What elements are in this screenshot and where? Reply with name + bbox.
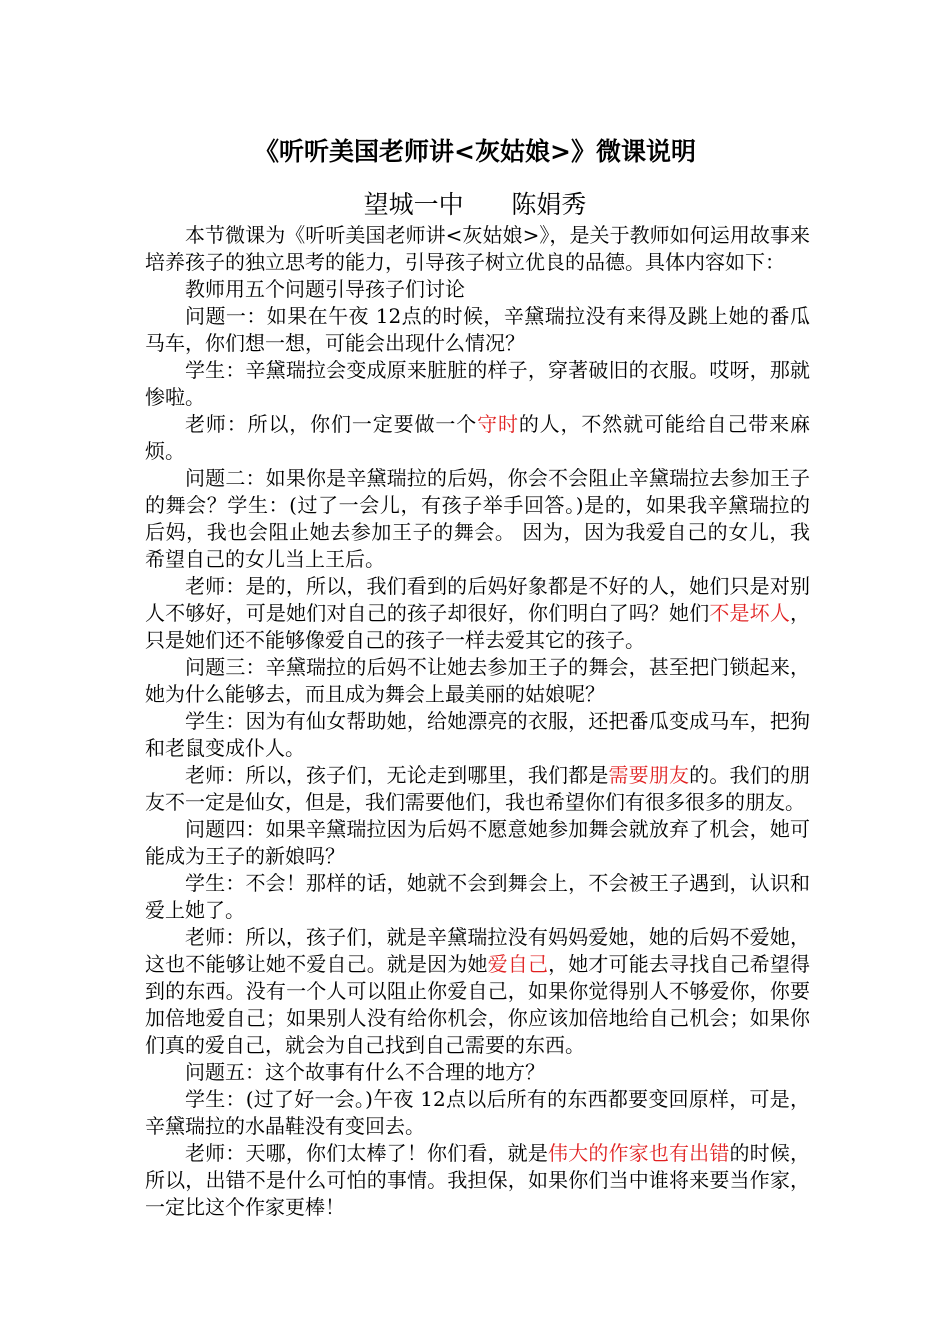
paragraph: [145, 762, 810, 816]
paragraph-text: 学生：不会！那样的话，她就不会到舞会上，不会被王子遇到，认识和爱上她了。: [145, 871, 810, 922]
author-line: 望城一中 陈娟秀: [363, 190, 587, 219]
paragraph: [145, 303, 810, 357]
document-body: [145, 222, 810, 1221]
paragraph-text: 本节微课为《听听美国老师讲<灰姑娘>》，是关于教师如何运用故事来培养孩子的独立思考的能力，引导孩子树立优良的品德。具体内容如下：: [145, 223, 810, 274]
paragraph-text: 教师用五个问题引导孩子们讨论: [185, 277, 465, 301]
emphasis-text: 守时: [477, 412, 519, 436]
paragraph: [145, 654, 810, 708]
emphasis-text: 爱自己: [487, 952, 549, 976]
paragraph-text: 老师：是的，所以，我们看到的后妈好象都是不好的人，她们只是对别人不够好，可是她们对自己的孩子却很好，你们明白了吗？她们: [145, 574, 810, 625]
paragraph-text: 老师：天哪，你们太棒了！你们看，就是: [185, 1141, 548, 1165]
paragraph-text: 老师：所以，你们一定要做一个: [185, 412, 478, 436]
paragraph: [145, 1140, 810, 1221]
emphasis-text: 不是坏人: [709, 601, 790, 625]
paragraph: [145, 870, 810, 924]
paragraph: [145, 357, 810, 411]
paragraph-text: ，只是她们还不能够像爱自己的孩子一样去爱其它的孩子。: [145, 601, 810, 652]
paragraph-text: 问题五：这个故事有什么不合理的地方？: [185, 1060, 545, 1084]
paragraph: [145, 708, 810, 762]
paragraph: [145, 1086, 810, 1140]
paragraph-text: 问题一：如果在午夜 12点的时候，辛黛瑞拉没有来得及跳上她的番瓜马车，你们想一想，可能会出现什么情况？: [145, 304, 810, 355]
paragraph: [145, 573, 810, 654]
emphasis-text: 需要朋友: [608, 763, 690, 787]
paragraph-text: 老师：所以，孩子们，就是辛黛瑞拉没有妈妈爱她，她的后妈不爱她，这也不能够让她不爱自己。就是因为她: [145, 925, 810, 976]
paragraph-text: 学生：辛黛瑞拉会变成原来脏脏的样子，穿著破旧的衣服。哎呀，那就惨啦。: [145, 358, 810, 409]
paragraph-text: 的。我们的朋友不一定是仙女，但是，我们需要他们，我也希望你们有很多很多的朋友。: [145, 763, 811, 814]
document-title: 《听听美国老师讲<灰姑娘>》微课说明: [254, 137, 696, 166]
paragraph: [145, 924, 810, 1059]
emphasis-text: 伟大的作家也有出错: [548, 1141, 730, 1165]
paragraph-text: ，她才可能去寻找自己希望得到的东西。没有一个人可以阻止你爱自己，如果你觉得别人不够爱你，你要加倍地爱自己；如果别人没有给你机会，你应该加倍地给自己机会；如果你们真的爱自己，就会为自己找到自己需要的东西。: [145, 952, 810, 1057]
paragraph: [145, 411, 810, 465]
paragraph-text: 学生：(过了好一会。)午夜 12点以后所有的东西都要变回原样，可是，辛黛瑞拉的水晶鞋没有变回去。: [145, 1087, 810, 1138]
paragraph-text: 的人，不然就可能给自己带来麻烦。: [145, 412, 811, 463]
paragraph-text: 的时候，所以，出错不是什么可怕的事情。我担保，如果你们当中谁将来要当作家，一定比这个作家更棒！: [145, 1141, 811, 1219]
paragraph: [145, 465, 810, 573]
paragraph: [145, 222, 810, 276]
paragraph: [145, 276, 810, 303]
paragraph-text: 老师：所以，孩子们，无论走到哪里，我们都是: [185, 763, 609, 787]
paragraph: [145, 1059, 810, 1086]
paragraph-text: 问题二：如果你是辛黛瑞拉的后妈，你会不会阻止辛黛瑞拉去参加王子的舞会？学生：(过了一会儿，有孩子举手回答。)是的，如果我辛黛瑞拉的后妈，我也会阻止她去参加王子的舞会。 因为，因为我爱自己的女儿，我希望自己的女儿当上王后。: [145, 466, 810, 571]
paragraph-text: 问题四：如果辛黛瑞拉因为后妈不愿意她参加舞会就放弃了机会，她可能成为王子的新娘吗？: [145, 817, 810, 868]
paragraph: [145, 816, 810, 870]
paragraph-text: 问题三：辛黛瑞拉的后妈不让她去参加王子的舞会，甚至把门锁起来，她为什么能够去，而且成为舞会上最美丽的姑娘呢？: [145, 655, 810, 706]
paragraph-text: 学生：因为有仙女帮助她，给她漂亮的衣服，还把番瓜变成马车，把狗和老鼠变成仆人。: [145, 709, 810, 760]
